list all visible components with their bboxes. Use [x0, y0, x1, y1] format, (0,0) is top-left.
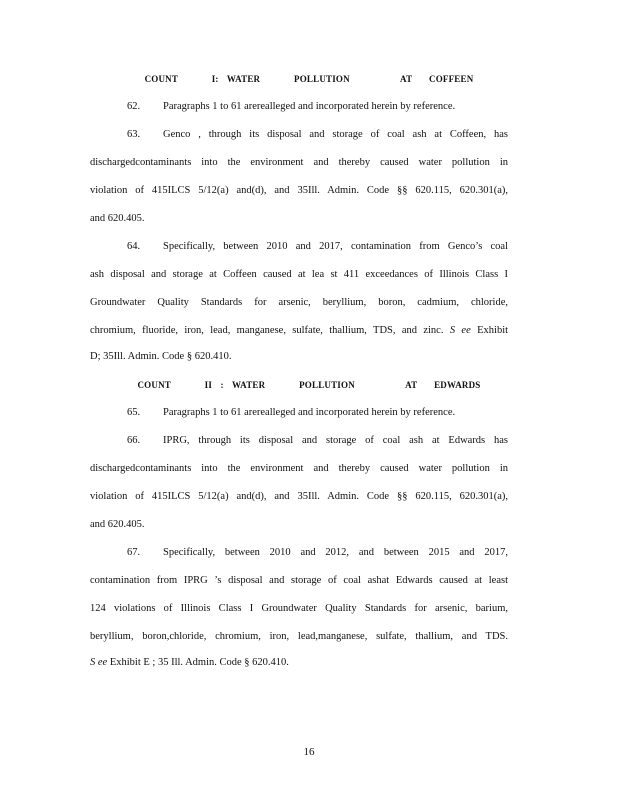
paragraph-number: 67. — [127, 547, 141, 558]
paragraph-64-line-4 — [90, 324, 508, 338]
paragraph-text: Paragraphs 1 to 61 arerealleged and incorporated herein by reference. — [163, 101, 456, 112]
paragraph-67-line-5 — [90, 656, 508, 670]
paragraph-66-line-4: and 620.405. — [90, 519, 145, 530]
see-signal: S ee — [90, 657, 108, 668]
paragraph-text: Specifically, between 2010 and 2017, contamination from Genco’s coal — [163, 241, 508, 252]
count-1-heading: COUNT I: WATER POLLUTION AT COFFEEN — [144, 74, 474, 84]
page-number: 16 — [303, 746, 315, 758]
line-text: chromium, fluoride, iron, lead, manganese, sulfate, thallium, TDS, and zinc. — [90, 325, 444, 336]
paragraph-66 — [127, 434, 508, 448]
paragraph-67-line-4: beryllium, boron,chloride, chromium, iron, lead,manganese, sulfate, thallium, and TDS. — [90, 631, 508, 642]
paragraph-66-line-3: violation of 415ILCS 5/12(a) and(d), and 35Ill. Admin. Code §§ 620.115, 620.301(a), — [90, 491, 508, 502]
paragraph-number: 64. — [127, 241, 141, 252]
paragraph-64 — [127, 240, 508, 254]
paragraph-66-line-2: dischargedcontaminants into the environment and thereby caused water pollution in — [90, 463, 508, 474]
paragraph-number: 66. — [127, 435, 141, 446]
paragraph-text: Specifically, between 2010 and 2012, and between 2015 and 2017, — [163, 547, 508, 558]
paragraph-67-line-2: contamination from IPRG ’s disposal and storage of coal ashat Edwards caused at least — [90, 575, 508, 586]
paragraph-64-line-5: D; 35Ill. Admin. Code § 620.410. — [90, 351, 232, 362]
paragraph-63-line-4: and 620.405. — [90, 213, 145, 224]
exhibit-ref: Exhibit — [477, 325, 509, 336]
paragraph-text: IPRG, through its disposal and storage of coal ash at Edwards has — [163, 435, 508, 446]
paragraph-64-line-2: ash disposal and storage at Coffeen caused at lea st 411 exceedances of Illinois Class I — [90, 269, 508, 280]
paragraph-64-line-3: Groundwater Quality Standards for arsenic, beryllium, boron, cadmium, chloride, — [90, 297, 508, 308]
paragraph-63 — [127, 128, 508, 142]
see-signal: S ee — [449, 325, 471, 336]
paragraph-65 — [127, 406, 508, 420]
paragraph-number: 63. — [127, 129, 141, 140]
paragraph-number: 65. — [127, 407, 141, 418]
paragraph-67 — [127, 546, 508, 560]
count-2-heading: COUNT II : WATER POLLUTION AT EDWARDS — [137, 380, 481, 390]
exhibit-ref: Exhibit E ; 35 Ill. Admin. Code § 620.410. — [109, 657, 289, 668]
paragraph-number: 62. — [127, 101, 141, 112]
paragraph-67-line-3: 124 violations of Illinois Class I Groundwater Quality Standards for arsenic, barium, — [90, 603, 508, 614]
paragraph-63-line-2: dischargedcontaminants into the environment and thereby caused water pollution in — [90, 157, 508, 168]
paragraph-text: Paragraphs 1 to 61 arerealleged and incorporated herein by reference. — [163, 407, 456, 418]
paragraph-text: Genco , through its disposal and storage of coal ash at Coffeen, has — [163, 129, 508, 140]
paragraph-62 — [127, 100, 508, 114]
paragraph-63-line-3: violation of 415ILCS 5/12(a) and(d), and 35Ill. Admin. Code §§ 620.115, 620.301(a), — [90, 185, 508, 196]
